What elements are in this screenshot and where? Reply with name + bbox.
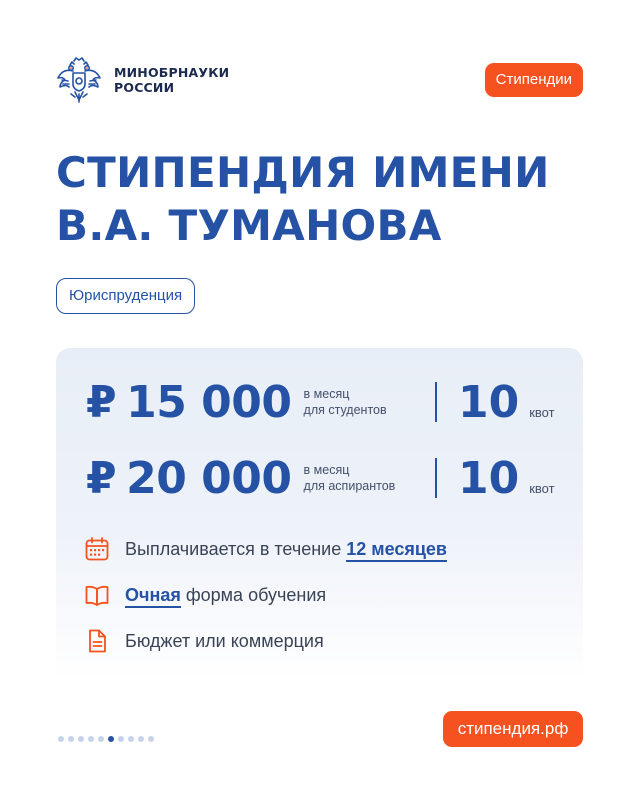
page-title-line1: СТИПЕНДИЯ ИМЕНИ: [56, 148, 550, 197]
stipend-note: [304, 462, 419, 494]
page-title: [56, 146, 550, 252]
pagination-dots[interactable]: [58, 736, 154, 742]
quota-number: 10: [458, 377, 520, 428]
stipend-note: [304, 386, 419, 418]
feature-text: Бюджет или коммерция: [125, 630, 324, 651]
feature-study-form: [84, 581, 326, 609]
stipend-amount: [86, 453, 292, 504]
calendar-icon: [84, 536, 110, 562]
feature-funding: [84, 627, 324, 655]
feature-text: [125, 539, 447, 560]
ministry-logo: [56, 56, 229, 104]
pagination-dot[interactable]: [98, 736, 104, 742]
divider: [435, 458, 437, 498]
stipend-row-postgrads: [86, 450, 419, 506]
stipend-row-students: [86, 374, 419, 430]
ministry-name: [114, 65, 229, 95]
feature-text-before: Выплачивается в течение: [125, 538, 347, 559]
pagination-dot[interactable]: [128, 736, 134, 742]
pagination-dot[interactable]: [88, 736, 94, 742]
pagination-dot-active[interactable]: [108, 736, 114, 742]
stipend-amount: [86, 377, 292, 428]
feature-highlight: Очная: [125, 585, 181, 608]
stipend-card: [56, 348, 583, 680]
feature-text-after: форма обучения: [180, 584, 327, 605]
pagination-dot[interactable]: [138, 736, 144, 742]
pagination-dot[interactable]: [58, 736, 64, 742]
quota-students: [458, 378, 555, 428]
pagination-dot[interactable]: [78, 736, 84, 742]
ruble-sign: ₽: [86, 376, 117, 428]
note-audience: для студентов: [303, 403, 387, 417]
amount-value: 15 000: [126, 376, 292, 428]
quota-unit: квот: [529, 481, 555, 496]
amount-value: 20 000: [126, 452, 292, 504]
ministry-name-line2: РОССИИ: [114, 80, 175, 95]
note-audience: для аспирантов: [303, 479, 396, 493]
note-period: в месяц: [303, 387, 350, 401]
feature-text: [125, 585, 326, 606]
double-headed-eagle-icon: [56, 56, 102, 104]
book-icon: [84, 582, 110, 608]
feature-payment-period: [84, 535, 447, 563]
header: [56, 56, 583, 104]
quota-number: 10: [458, 453, 520, 504]
ministry-name-line1: МИНОБРНАУКИ: [114, 65, 230, 80]
quota-unit: квот: [529, 405, 555, 420]
category-badge[interactable]: Стипендии: [485, 63, 583, 97]
feature-highlight: 12 месяцев: [346, 539, 447, 562]
site-link-button[interactable]: стипендия.рф: [443, 711, 583, 747]
page-title-line2: В.А. ТУМАНОВА: [56, 201, 442, 250]
pagination-dot[interactable]: [68, 736, 74, 742]
ruble-sign: ₽: [86, 452, 117, 504]
divider: [435, 382, 437, 422]
pagination-dot[interactable]: [118, 736, 124, 742]
quota-postgrads: [458, 454, 555, 504]
pagination-dot[interactable]: [148, 736, 154, 742]
field-tag[interactable]: Юриспруденция: [56, 278, 195, 314]
document-icon: [84, 628, 110, 654]
note-period: в месяц: [303, 463, 350, 477]
